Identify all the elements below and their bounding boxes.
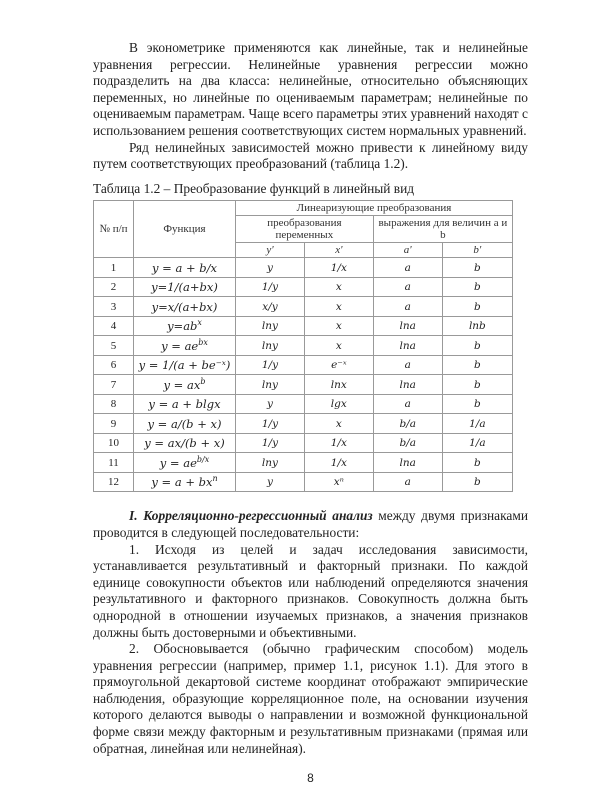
row-number-text: 5	[110, 339, 117, 352]
row-number	[94, 414, 134, 434]
row-y-prime-text: lny	[261, 456, 278, 469]
row-a-prime-text: a	[404, 300, 411, 313]
row-y-prime-text: lny	[261, 320, 278, 333]
header-y: y'	[236, 243, 305, 258]
function-exponent: bx	[198, 337, 208, 347]
row-x-prime	[304, 336, 373, 356]
row-b-prime	[442, 355, 512, 375]
row-function	[134, 316, 236, 336]
row-x-prime	[304, 258, 373, 278]
row-x-prime-text: lgx	[330, 398, 347, 411]
row-y-prime-text: 1/y	[261, 437, 279, 450]
row-number	[94, 472, 134, 492]
row-function	[134, 375, 236, 395]
row-function-text: y=1/(a+bx)	[151, 280, 218, 295]
table-row	[94, 258, 513, 278]
row-y-prime	[236, 355, 305, 375]
row-x-prime	[304, 414, 373, 434]
row-function	[134, 355, 236, 375]
row-number-text: 8	[110, 398, 117, 411]
row-number	[94, 316, 134, 336]
row-function-text: y = ax	[163, 377, 201, 392]
table-body	[94, 258, 513, 492]
row-function	[134, 297, 236, 317]
row-function	[134, 472, 236, 492]
row-function	[134, 394, 236, 414]
row-x-prime	[304, 472, 373, 492]
row-number-text: 2	[110, 281, 117, 294]
row-function	[134, 277, 236, 297]
row-a-prime	[373, 297, 442, 317]
row-function-text: y = a/(b + x)	[147, 416, 222, 431]
row-x-prime	[304, 453, 373, 473]
table-row	[94, 394, 513, 414]
intro-paragraph-2: Ряд нелинейных зависимостей можно привести к линейному виду путем соответствующих преобразований (таблица 1.2).	[93, 139, 528, 172]
row-function-text: y = 1/(a + be⁻ˣ)	[138, 358, 231, 373]
row-function	[134, 258, 236, 278]
row-y-prime	[236, 433, 305, 453]
row-y-prime	[236, 258, 305, 278]
row-number	[94, 355, 134, 375]
row-function-text: y = a + bx	[151, 475, 213, 490]
table-row	[94, 316, 513, 336]
row-number-text: 7	[110, 378, 117, 391]
function-exponent: b/x	[196, 454, 210, 464]
table-row	[94, 336, 513, 356]
row-a-prime	[373, 336, 442, 356]
header-expressions: выражения для величин a и b	[373, 216, 512, 243]
row-y-prime	[236, 414, 305, 434]
table-caption: Таблица 1.2 – Преобразование функций в линейный вид	[93, 180, 415, 196]
row-a-prime-text: lna	[399, 320, 416, 333]
row-number	[94, 453, 134, 473]
row-x-prime-text: 1/x	[330, 437, 347, 450]
table-row	[94, 453, 513, 473]
row-a-prime	[373, 258, 442, 278]
row-a-prime-text: a	[404, 398, 411, 411]
row-y-prime	[236, 394, 305, 414]
row-y-prime-text: lny	[261, 339, 278, 352]
header-linearizing: Линеаризующие преобразования	[236, 201, 513, 216]
row-b-prime-text: b	[473, 339, 481, 352]
row-a-prime-text: lna	[399, 378, 416, 391]
header-x: x'	[304, 243, 373, 258]
row-number	[94, 297, 134, 317]
row-number-text: 10	[108, 437, 119, 450]
row-function	[134, 453, 236, 473]
row-y-prime-text: y	[266, 398, 273, 411]
table-row	[94, 297, 513, 317]
intro-text	[93, 40, 528, 173]
row-y-prime	[236, 472, 305, 492]
row-y-prime-text: 1/y	[261, 359, 279, 372]
table-row	[94, 472, 513, 492]
row-number	[94, 258, 134, 278]
row-a-prime	[373, 414, 442, 434]
row-a-prime-text: b/a	[399, 417, 416, 430]
row-x-prime-text: 1/x	[330, 456, 347, 469]
lead-paragraph	[93, 508, 528, 541]
row-b-prime	[442, 258, 512, 278]
row-b-prime	[442, 453, 512, 473]
row-b-prime-text: b	[473, 398, 481, 411]
page-number: 8	[307, 771, 314, 786]
row-b-prime-text: b	[473, 359, 481, 372]
row-a-prime-text: a	[404, 281, 411, 294]
row-b-prime	[442, 277, 512, 297]
row-a-prime-text: b/a	[399, 437, 416, 450]
row-function	[134, 336, 236, 356]
row-y-prime	[236, 297, 305, 317]
row-y-prime-text: y	[266, 261, 273, 274]
row-function-text: y = ae	[161, 338, 199, 353]
row-a-prime	[373, 277, 442, 297]
row-b-prime-text: b	[473, 456, 481, 469]
row-number-text: 1	[110, 261, 117, 274]
row-b-prime	[442, 336, 512, 356]
row-b-prime-text: b	[473, 476, 481, 489]
row-x-prime-text: x	[335, 320, 342, 333]
row-b-prime	[442, 394, 512, 414]
row-number-text: 6	[110, 359, 117, 372]
row-y-prime-text: y	[266, 476, 273, 489]
row-b-prime	[442, 472, 512, 492]
table-row	[94, 375, 513, 395]
table-row	[94, 433, 513, 453]
row-x-prime	[304, 316, 373, 336]
row-x-prime-text: xⁿ	[333, 476, 344, 489]
row-number	[94, 433, 134, 453]
row-function-text: y = a + b/x	[152, 260, 217, 275]
row-x-prime	[304, 433, 373, 453]
row-function-text: y = ae	[159, 455, 197, 470]
row-b-prime-text: 1/a	[469, 417, 486, 430]
row-a-prime	[373, 453, 442, 473]
row-x-prime-text: x	[335, 417, 342, 430]
row-x-prime	[304, 355, 373, 375]
row-y-prime	[236, 336, 305, 356]
function-exponent: b	[200, 376, 206, 386]
row-number-text: 4	[110, 320, 117, 333]
row-b-prime	[442, 433, 512, 453]
row-a-prime	[373, 394, 442, 414]
intro-paragraph-1: В эконометрике применяются как линейные, так и нелинейные уравнения регрессии. Нелинейные уравнения регрессии можно подразделить на два класса: нелинейные, относительно объясняющих переменных, но линейные по оцениваемым параметрам; нелинейные по оцениваемым параметрам. Чаще всего параметры этих уравнений находят с использованием решения соответствующих систем нормальных уравнений.	[93, 40, 528, 138]
row-x-prime-text: 1/x	[330, 261, 347, 274]
row-function-text: y = a + blgx	[148, 397, 221, 412]
header-function: Функция	[134, 201, 236, 258]
lead-rest: между двумя признаками проводится в следующей последовательности:	[93, 508, 528, 540]
table-row	[94, 414, 513, 434]
row-x-prime	[304, 277, 373, 297]
item-1: 1. Исходя из целей и задач исследования зависимости, устанавливается результативный и факторный признаки. По каждой единице совокупности объектов или наблюдений определяются значения результативного и факторного признаков. Совокупность должна быть однородной в отношении изучаемых признаков, а значения признаков должны быть достоверными и объективными.	[93, 541, 528, 640]
row-y-prime	[236, 316, 305, 336]
row-a-prime	[373, 433, 442, 453]
row-number	[94, 277, 134, 297]
row-x-prime-text: lnx	[330, 378, 347, 391]
row-b-prime	[442, 375, 512, 395]
row-number	[94, 336, 134, 356]
row-y-prime-text: 1/y	[261, 281, 279, 294]
row-a-prime	[373, 472, 442, 492]
row-a-prime-text: lna	[399, 339, 416, 352]
function-exponent: n	[212, 474, 218, 484]
row-function	[134, 414, 236, 434]
row-y-prime-text: 1/y	[261, 417, 279, 430]
row-b-prime	[442, 414, 512, 434]
item-2: 2. Обосновывается (обычно графическим способом) модель уравнения регрессии (например, пример 1.1, рисунок 1.1). Для этого в прямоугольной декартовой системе координат отображают эмпирические наблюдения, образующие корреляционное поле, на основании изучения которого делаются выводы о направлении и возможной функциональной форме связи между факторным и результативным признаками (прямая или обратная, линейная или нелинейная).	[93, 641, 528, 756]
header-variables: преобразования переменных	[236, 216, 374, 243]
row-a-prime	[373, 375, 442, 395]
transform-table	[93, 200, 513, 492]
header-a: a'	[373, 243, 442, 258]
row-b-prime-text: 1/a	[469, 437, 486, 450]
row-number-text: 11	[108, 456, 119, 469]
row-x-prime-text: x	[335, 300, 342, 313]
row-number	[94, 375, 134, 395]
row-b-prime	[442, 316, 512, 336]
row-number-text: 12	[108, 476, 119, 489]
row-y-prime	[236, 277, 305, 297]
row-function	[134, 433, 236, 453]
lead-bold: I. Корреляционно-регрессионный анализ	[129, 508, 373, 524]
row-x-prime	[304, 394, 373, 414]
row-function-text: y=x/(a+bx)	[151, 299, 218, 314]
row-a-prime-text: a	[404, 359, 411, 372]
row-function-text: y = ax/(b + x)	[144, 436, 225, 451]
header-b: b'	[442, 243, 512, 258]
row-a-prime-text: a	[404, 476, 411, 489]
row-number	[94, 394, 134, 414]
row-b-prime-text: b	[473, 281, 481, 294]
row-x-prime	[304, 297, 373, 317]
row-a-prime-text: lna	[399, 456, 416, 469]
header-num: № п/п	[94, 201, 134, 258]
row-number-text: 3	[110, 300, 117, 313]
row-x-prime-text: x	[335, 339, 342, 352]
body-text	[93, 508, 528, 757]
row-x-prime-text: e⁻ˣ	[331, 359, 347, 372]
row-y-prime	[236, 453, 305, 473]
row-a-prime	[373, 355, 442, 375]
row-b-prime-text: b	[473, 300, 481, 313]
row-x-prime	[304, 375, 373, 395]
row-y-prime-text: lny	[261, 378, 278, 391]
row-b-prime-text: b	[473, 261, 481, 274]
table-row	[94, 355, 513, 375]
row-a-prime-text: a	[404, 261, 411, 274]
row-function-text: y=ab	[167, 319, 198, 334]
row-y-prime-text: x/y	[262, 300, 278, 313]
row-b-prime-text: b	[473, 378, 481, 391]
row-x-prime-text: x	[335, 281, 342, 294]
row-number-text: 9	[110, 417, 117, 430]
table-row	[94, 277, 513, 297]
row-b-prime	[442, 297, 512, 317]
row-y-prime	[236, 375, 305, 395]
row-a-prime	[373, 316, 442, 336]
function-exponent: x	[197, 318, 202, 328]
row-b-prime-text: lnb	[468, 320, 486, 333]
